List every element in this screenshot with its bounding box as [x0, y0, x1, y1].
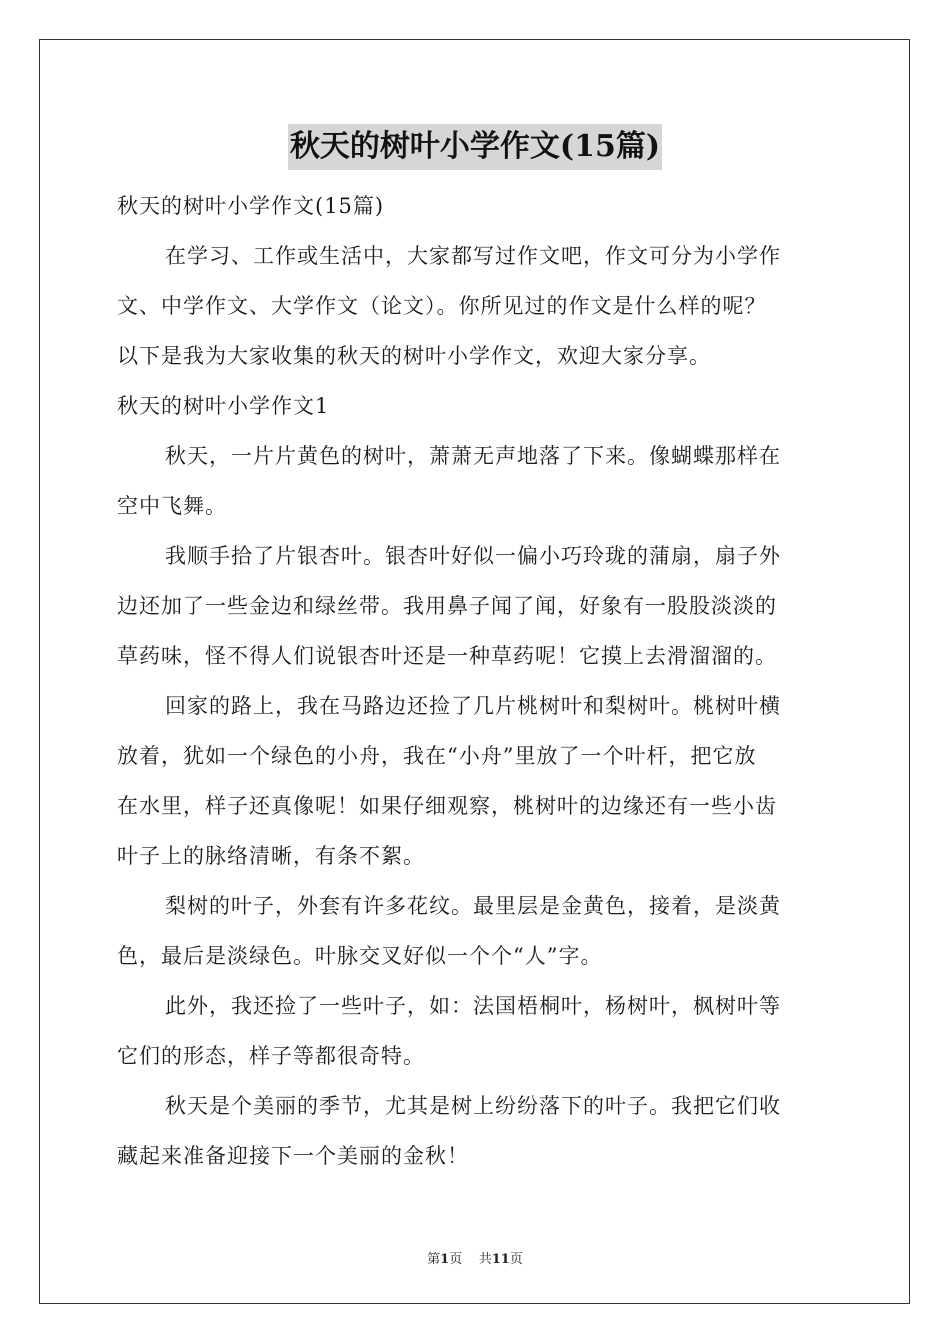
text-line: 在学习、工作或生活中，大家都写过作文吧，作文可分为小学作 [165, 244, 781, 268]
text-line: 以下是我为大家收集的秋天的树叶小学作文，欢迎大家分享。 [117, 344, 711, 368]
footer-total-pages: 11 [491, 1252, 510, 1267]
text-line: 放着，犹如一个绿色的小舟，我在“小舟”里放了一个叶杆，把它放 [117, 744, 757, 768]
text-line: 它们的形态，样子等都很奇特。 [117, 1044, 425, 1068]
footer-page-suffix: 页 [449, 1252, 463, 1267]
footer-page-prefix: 第 [427, 1252, 441, 1267]
text-line: 梨树的叶子，外套有许多花纹。最里层是金黄色，接着，是淡黄 [165, 894, 781, 918]
text-line: 空中飞舞。 [117, 494, 227, 518]
title-container [0, 124, 950, 170]
text-line: 此外，我还捡了一些叶子，如：法国梧桐叶，杨树叶，枫树叶等 [165, 994, 781, 1018]
text-line: 秋天是个美丽的季节，尤其是树上纷纷落下的叶子。我把它们收 [165, 1094, 781, 1118]
text-line: 我顺手拾了片银杏叶。银杏叶好似一偏小巧玲珑的蒲扇，扇子外 [165, 544, 781, 568]
document-body [117, 181, 833, 1181]
text-line: 秋天的树叶小学作文(15篇) [117, 194, 385, 218]
text-line: 草药味，怪不得人们说银杏叶还是一种草药呢！它摸上去滑溜溜的。 [117, 644, 777, 668]
text-line: 叶子上的脉络清晰，有条不絮。 [117, 844, 425, 868]
footer-page-number: 1 [440, 1252, 450, 1267]
text-line: 藏起来准备迎接下一个美丽的金秋！ [117, 1144, 469, 1168]
text-line: 文、中学作文、大学作文（论文）。你所见过的作文是什么样的呢？ [117, 294, 767, 318]
footer-total-prefix: 共 [478, 1252, 492, 1267]
text-line: 边还加了一些金边和绿丝带。我用鼻子闻了闻，好象有一股股淡淡的 [117, 594, 777, 618]
text-line: 回家的路上，我在马路边还捡了几片桃树叶和梨树叶。桃树叶横 [165, 694, 781, 718]
footer-total-suffix: 页 [509, 1252, 523, 1267]
document-title: 秋天的树叶小学作文(15篇) [288, 124, 662, 170]
text-line: 秋天的树叶小学作文1 [117, 394, 330, 418]
page-footer [0, 1248, 950, 1267]
text-line: 秋天，一片片黄色的树叶，萧萧无声地落了下来。像蝴蝶那样在 [165, 444, 781, 468]
text-line: 在水里，样子还真像呢！如果仔细观察，桃树叶的边缘还有一些小齿 [117, 794, 777, 818]
text-line: 色，最后是淡绿色。叶脉交叉好似一个个“人”字。 [117, 944, 603, 968]
